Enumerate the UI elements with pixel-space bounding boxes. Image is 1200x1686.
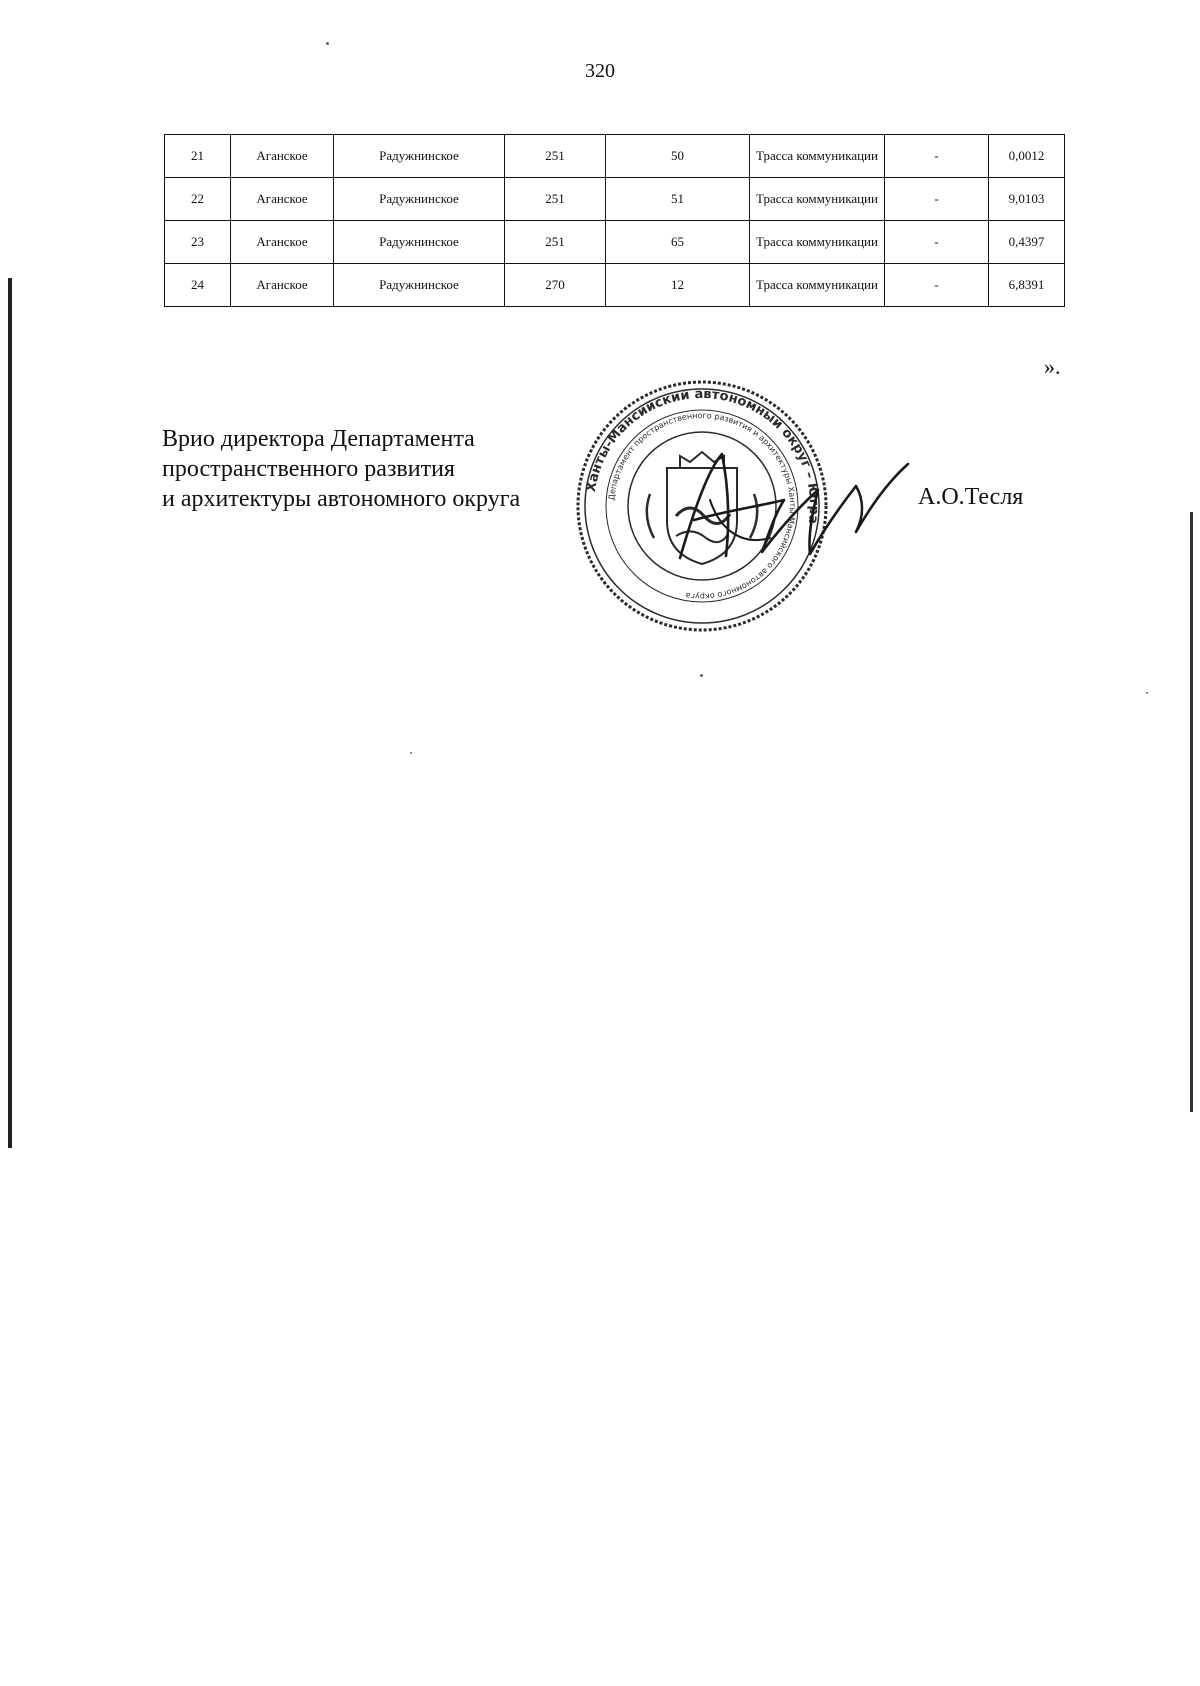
quarter-cell: 270: [505, 264, 606, 307]
handwritten-signature-icon: [650, 440, 910, 580]
allotment-cell: 50: [606, 135, 750, 178]
table-row: [165, 221, 1065, 264]
purpose-cell: Трасса коммуникации: [750, 135, 885, 178]
closing-quote: ».: [1044, 354, 1061, 379]
seal-inner-text: Департамент пространственного развития и архитектуры Ханты-Мансийского автономного округа: [607, 410, 798, 602]
dash-cell: -: [885, 221, 989, 264]
field-cell: Аганское: [231, 264, 334, 307]
table-row: [165, 264, 1065, 307]
signatory-title-line: и архитектуры автономного округа: [162, 486, 521, 512]
allotment-cell: 12: [606, 264, 750, 307]
area-cell: 0,4397: [989, 221, 1065, 264]
signatory-title-line: пространственного развития: [162, 456, 455, 482]
quarter-cell: 251: [505, 178, 606, 221]
row-number-cell: 22: [165, 178, 231, 221]
forestry-cell: Радужнинское: [334, 135, 505, 178]
area-cell: 6,8391: [989, 264, 1065, 307]
scan-speck: [410, 752, 412, 754]
row-number-cell: 23: [165, 221, 231, 264]
forestry-cell: Радужнинское: [334, 221, 505, 264]
purpose-cell: Трасса коммуникации: [750, 264, 885, 307]
page-number: 320: [585, 60, 615, 82]
seal-outer-text: Ханты-Мансийский автономный округ – Югра: [583, 386, 822, 525]
signatory-title: [162, 424, 520, 514]
scan-speck: [1146, 692, 1148, 694]
field-cell: Аганское: [231, 178, 334, 221]
forestry-cell: Радужнинское: [334, 178, 505, 221]
quarter-cell: 251: [505, 221, 606, 264]
dash-cell: -: [885, 264, 989, 307]
parcel-table: [164, 134, 1065, 307]
signatory-title-line: Врио директора Департамента: [162, 426, 475, 452]
forestry-cell: Радужнинское: [334, 264, 505, 307]
quarter-cell: 251: [505, 135, 606, 178]
signatory-name: А.О.Тесля: [918, 484, 1024, 510]
dash-cell: -: [885, 135, 989, 178]
field-cell: Аганское: [231, 221, 334, 264]
scan-speck: [700, 674, 703, 677]
scan-speck: [326, 42, 329, 45]
field-cell: Аганское: [231, 135, 334, 178]
purpose-cell: Трасса коммуникации: [750, 221, 885, 264]
scan-margin-line-left: [8, 278, 12, 1148]
table-row: [165, 135, 1065, 178]
area-cell: 0,0012: [989, 135, 1065, 178]
purpose-cell: Трасса коммуникации: [750, 178, 885, 221]
scan-margin-line-right: [1190, 512, 1193, 1112]
row-number-cell: 24: [165, 264, 231, 307]
allotment-cell: 51: [606, 178, 750, 221]
area-cell: 9,0103: [989, 178, 1065, 221]
dash-cell: -: [885, 178, 989, 221]
row-number-cell: 21: [165, 135, 231, 178]
table-row: [165, 178, 1065, 221]
allotment-cell: 65: [606, 221, 750, 264]
